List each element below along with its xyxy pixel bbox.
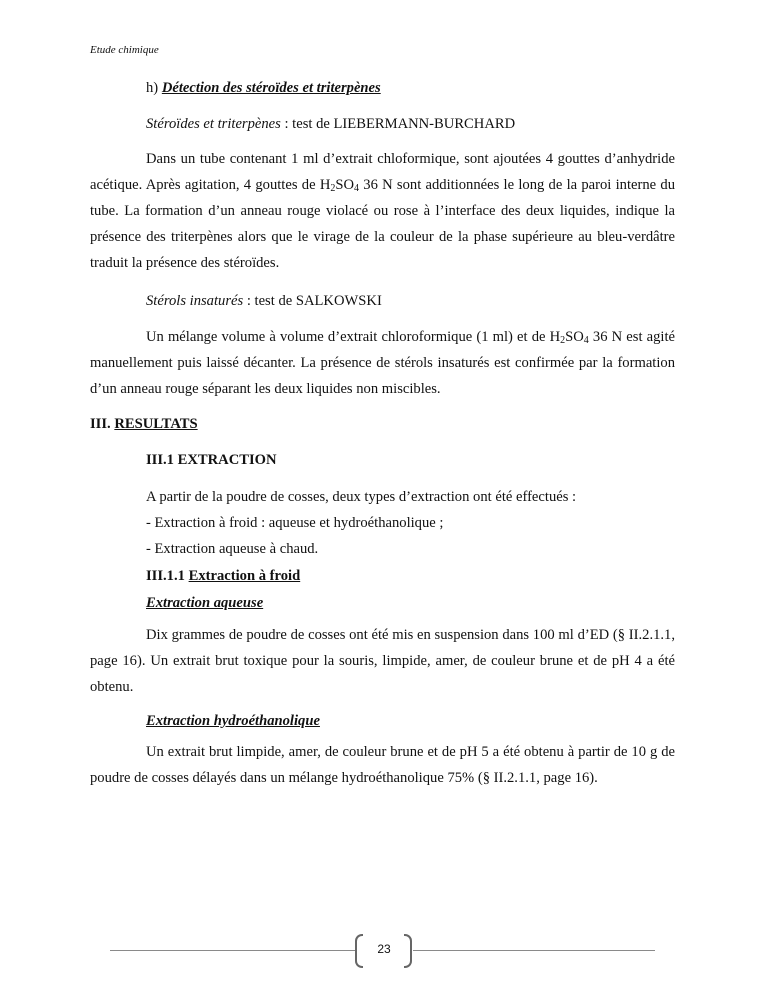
page-number: 23: [377, 942, 391, 956]
liebermann-subheading-italic: Stéroïdes et triterpènes: [146, 116, 281, 132]
extraction-bullet-hot: - Extraction aqueuse à chaud.: [146, 541, 319, 557]
results-heading: [90, 414, 198, 434]
salkowski-paragraph: Un mélange volume à volume d’extrait chloroformique (1 ml) et de $H_2SO_4$ 36 N est agité manuellement puis laissé décanter. La présence de stérols insaturés est confirmée par la formation d’un anneau rouge séparant les deux liquides non miscibles.: [90, 329, 675, 397]
aqueous-extraction-paragraph: Dix grammes de poudre de cosses ont été mis en suspension dans 100 ml d’ED (§ II.2.1.1, page 16). Un extrait brut toxique pour la souris, limpide, amer, de couleur brune et de pH 4 a été obtenu.: [90, 627, 675, 695]
section-h-heading: [146, 78, 381, 98]
results-title: RESULTATS: [114, 416, 198, 432]
footer-rule-right: [413, 950, 655, 951]
running-header: Etude chimique: [90, 44, 159, 56]
section-h-prefix: h): [146, 80, 159, 96]
hydroethanolic-extraction-heading: Extraction hydroéthanolique: [146, 713, 320, 729]
liebermann-subheading: [146, 114, 515, 134]
results-prefix: III.: [90, 416, 111, 432]
extraction-intro: A partir de la poudre de cosses, deux types d’extraction ont été effectués :: [146, 489, 577, 505]
salkowski-subheading: [146, 291, 382, 311]
aqueous-extraction-heading: Extraction aqueuse: [146, 595, 264, 611]
cold-extraction-number: III.1.1: [146, 568, 185, 584]
extraction-heading: III.1 EXTRACTION: [146, 452, 277, 468]
footer-rule-left: [110, 950, 355, 951]
cold-extraction-title: Extraction à froid: [188, 568, 301, 584]
liebermann-paragraph: Dans un tube contenant 1 ml d’extrait chloformique, sont ajoutées 4 gouttes d’anhydride acétique. Après agitation, 4 gouttes de $H_2SO_4$ 36 N sont additionnées le long de la paroi interne du tube. La formation d’un anneau rouge violacé ou rose à l’interface des deux liquides, indique la présence des triterpènes alors que le virage de la couleur de la phase supérieure au bleu-verdâtre traduit la présence des stéroïdes.: [90, 151, 675, 271]
salkowski-subheading-rest: : test de SALKOWSKI: [243, 293, 382, 309]
cold-extraction-heading: [146, 566, 300, 586]
liebermann-subheading-rest: : test de LIEBERMANN-BURCHARD: [280, 116, 516, 132]
salkowski-subheading-italic: Stérols insaturés: [146, 293, 244, 309]
footer-bracket-left: [355, 934, 363, 968]
extraction-bullet-cold: - Extraction à froid : aqueuse et hydroéthanolique ;: [146, 515, 444, 531]
footer-bracket-right: [404, 934, 412, 968]
hydroethanolic-extraction-paragraph: Un extrait brut limpide, amer, de couleur brune et de pH 5 a été obtenu à partir de 10 g de poudre de cosses délayés dans un mélange hydroéthanolique 75% (§ II.2.1.1, page 16).: [90, 744, 675, 786]
section-h-title: Détection des stéroïdes et triterpènes: [161, 80, 381, 96]
